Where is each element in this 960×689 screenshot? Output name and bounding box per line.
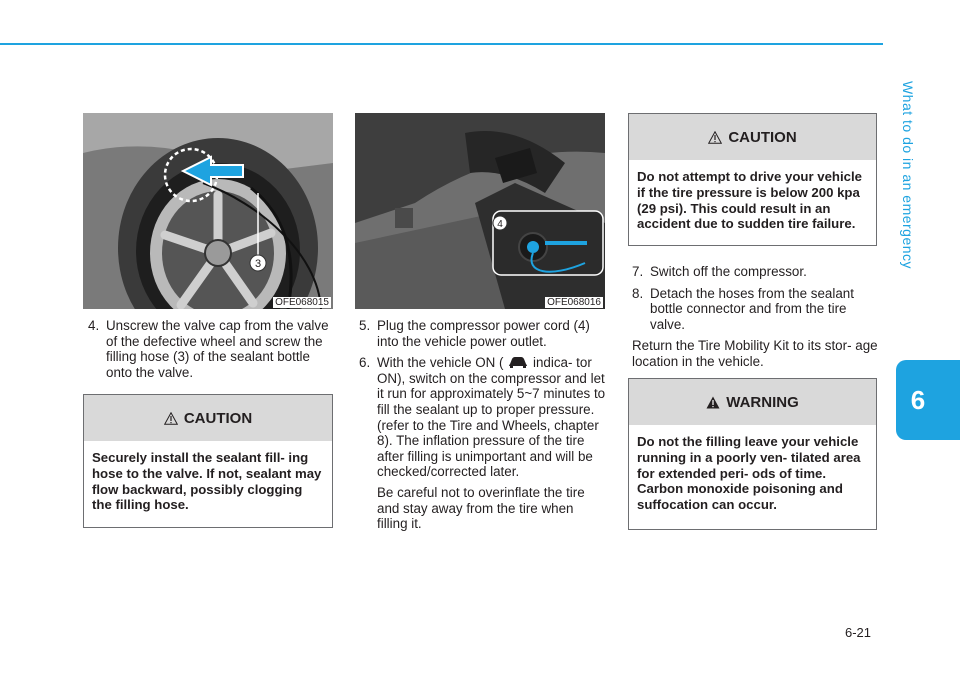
notice-title: CAUTION bbox=[728, 128, 797, 146]
step-text-cont: indica- tor ON), switch on the compressor and let it run for approximately 5~7 minutes to fill the sealant up to proper pressure. (refer to the Tire and Wheels, chapter 8). The inflation pressure of the tire after filling is unimportant and will be checked/corrected later. bbox=[377, 355, 606, 480]
step-number: 5. bbox=[359, 318, 371, 333]
step-number: 6. bbox=[359, 355, 371, 371]
step-5 bbox=[359, 318, 606, 349]
caution-box-right bbox=[628, 113, 877, 246]
figure-wheel-hose bbox=[83, 113, 333, 309]
notice-header bbox=[629, 379, 876, 425]
step-text: Unscrew the valve cap from the valve of the defective wheel and screw the filling hose (3) of the sealant bottle onto the valve. bbox=[106, 318, 329, 380]
left-column-text bbox=[88, 318, 336, 386]
side-label-text: What to do in an emergency bbox=[900, 80, 917, 270]
wheel-illustration bbox=[83, 113, 333, 309]
callout-3: 3 bbox=[254, 258, 262, 270]
notice-header bbox=[629, 114, 876, 160]
step-7 bbox=[632, 264, 879, 280]
notice-title: CAUTION bbox=[183, 409, 253, 427]
section-side-label bbox=[893, 20, 923, 330]
step-note-text: Be careful not to overinflate the tire and stay away from the tire when filling it. bbox=[377, 484, 585, 532]
figure-power-outlet bbox=[355, 113, 605, 309]
notice-title: WARNING bbox=[726, 393, 799, 411]
step-text: Plug the compressor power cord (4) into the vehicle power outlet. bbox=[377, 318, 590, 349]
header-rule bbox=[0, 43, 883, 45]
car-ready-icon bbox=[507, 356, 529, 368]
right-column-text bbox=[632, 264, 879, 376]
page-number: 6-21 bbox=[845, 625, 872, 640]
step-text: With the vehicle ON ( bbox=[377, 355, 504, 371]
chapter-number: 6 bbox=[910, 384, 926, 415]
warning-triangle-icon bbox=[164, 412, 178, 425]
notice-header bbox=[84, 395, 332, 441]
notice-body: Do not the filling leave your vehicle running in a poorly ven- tilated area for extended peri- ods of time. Carbon monoxide poisoning and suffocation can occur. bbox=[637, 434, 861, 513]
step-number: 8. bbox=[632, 285, 644, 301]
figure-code: OFE068015 bbox=[275, 297, 329, 308]
return-instruction: Return the Tire Mobility Kit to its stor- age location in the vehicle. bbox=[632, 338, 878, 369]
callout-4: 4 bbox=[497, 219, 503, 230]
warning-triangle-filled-icon bbox=[706, 396, 720, 409]
caution-box-left bbox=[83, 394, 333, 528]
step-8 bbox=[632, 286, 879, 333]
step-4 bbox=[88, 318, 336, 380]
notice-body: Do not attempt to drive your vehicle if the tire pressure is below 200 kpa (29 psi). This could result in an accident due to sudden tire failure. bbox=[637, 169, 862, 232]
chapter-tab bbox=[896, 360, 960, 440]
figure-code: OFE068016 bbox=[547, 297, 601, 308]
step-text: Detach the hoses from the sealant bottle connector and from the tire valve. bbox=[650, 285, 854, 332]
step-text: Switch off the compressor. bbox=[650, 264, 807, 279]
warning-triangle-icon bbox=[708, 131, 722, 144]
middle-column-text bbox=[359, 318, 606, 538]
warning-box bbox=[628, 378, 877, 530]
step-6-note bbox=[359, 485, 606, 532]
step-number: 7. bbox=[632, 264, 644, 279]
step-number: 4. bbox=[88, 318, 100, 333]
interior-illustration bbox=[355, 113, 605, 309]
step-6 bbox=[359, 355, 606, 480]
notice-body: Securely install the sealant fill- ing hose to the valve. If not, sealant may flow backward, possibly clogging the filling hose. bbox=[92, 450, 322, 513]
